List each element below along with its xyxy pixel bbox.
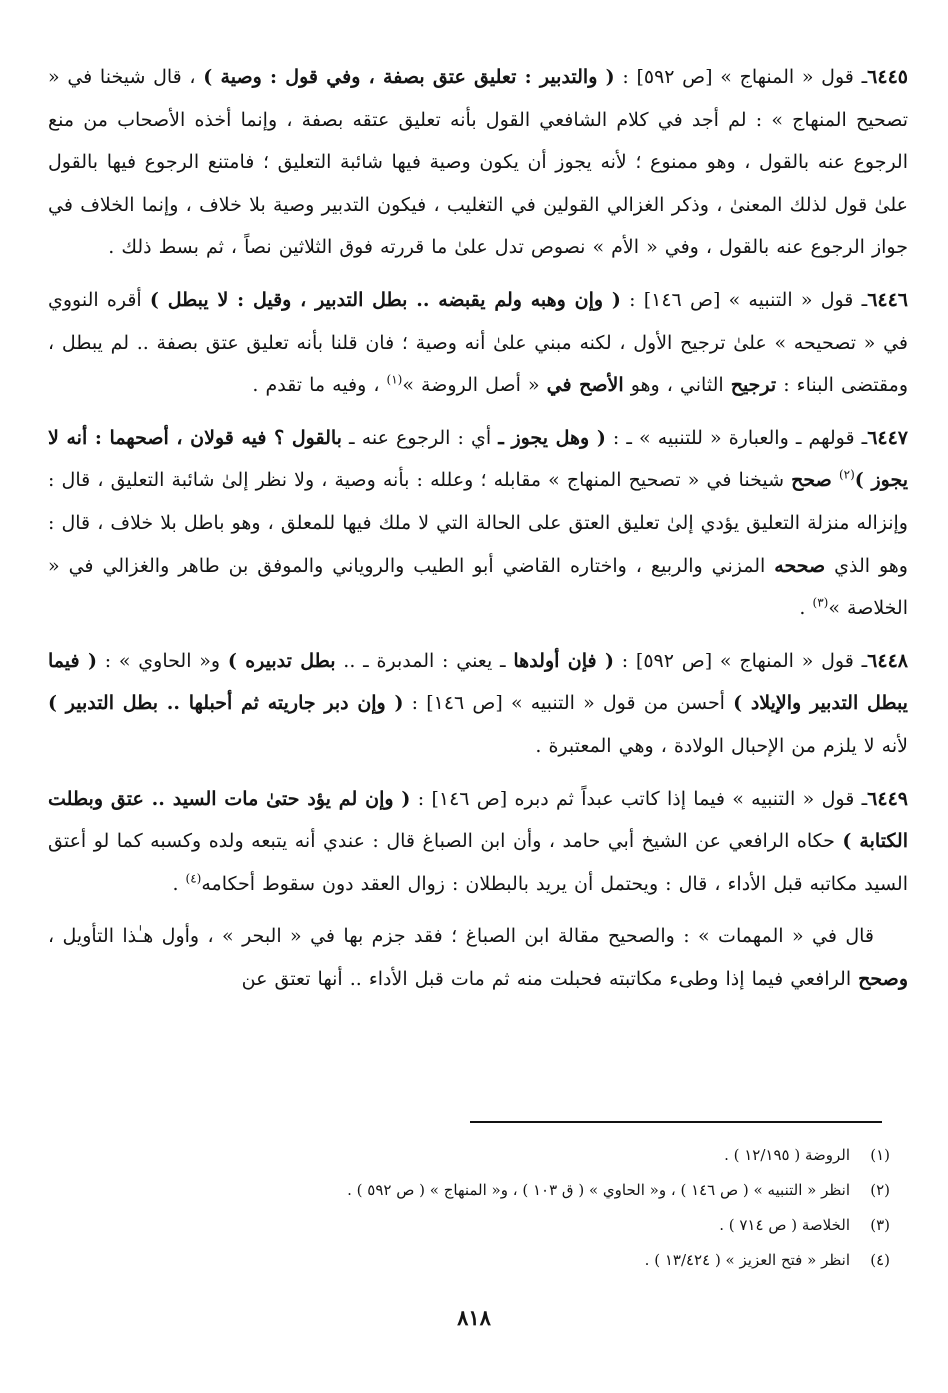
- quoted-text: بالقول ؟ فيه قولان ، أصحهما : أنه لا يجوز ): [48, 426, 909, 492]
- quoted-text: ( والتدبير : تعليق عتق بصفة ، وفي قول : وصية ): [203, 66, 615, 88]
- footnote-number: (١): [870, 1146, 890, 1164]
- quoted-text: وصحح: [858, 967, 908, 990]
- issue-number: ٦٤٤٦: [867, 288, 909, 311]
- paragraph: [48, 56, 908, 269]
- text-segment: ـ قولهم ـ والعبارة « للتنبيه » ـ :: [605, 426, 868, 449]
- footnote: [150, 1208, 890, 1243]
- paragraph: [48, 915, 908, 1000]
- text-segment: ، قال شيخنا في « تصحيح المنهاج » : لم أجد في كلام الشافعي القول بأنه تعليق عتقه بصفة ، وإنما أخذه الأصحاب من منع الرجوع عنه بالقول ، وهو ممنوع ؛ لأنه يجوز أن يكون وصية فيها شائبة التعليق ؛ فامتنع الرجوع فيها بالقول علىٰ قول لذلك المعنىٰ ، وذكر الغزالي القولين في التغليب ، فيكون التدبير وصية بلا خلاف ، وإنما الخلاف في جواز الرجوع عنه بالقول ، وفي « الأم » نصوص تدل علىٰ ما قررته فوق الثلاثين نصاً ، ثم بسط ذلك .: [48, 66, 908, 259]
- footnote-ref: (٢): [838, 468, 855, 483]
- footnotes: [150, 1138, 890, 1278]
- quoted-text: ( فيما يبطل التدبير والإيلاد ): [48, 649, 908, 715]
- text-segment: لأنه لا يلزم من الإحبال الولادة ، وهي المعتبرة .: [535, 734, 908, 757]
- footnote-separator: [470, 1121, 882, 1123]
- footnote-text: الروضة ( ١٢/١٩٥ ) .: [724, 1146, 850, 1164]
- footnote: [150, 1243, 890, 1278]
- footnote-text: الخلاصة ( ص ٧١٤ ) .: [719, 1216, 850, 1234]
- quoted-text: ( وإن لم يؤد حتىٰ مات السيد .. عتق وبطلت الكتابة ): [48, 787, 908, 853]
- paragraph: [48, 417, 908, 630]
- text-segment: [832, 469, 839, 491]
- quoted-text: بطل تدبيره ): [227, 649, 336, 672]
- footnote-number: (٤): [870, 1251, 890, 1269]
- quoted-text: صحح: [791, 469, 832, 492]
- paragraph: [48, 640, 908, 768]
- text-segment: أي : الرجوع عنه ـ: [341, 426, 499, 449]
- text-segment: ، وفيه ما تقدم .: [252, 374, 387, 397]
- text-segment: قال في « المهمات » : والصحيح مقالة ابن الصباغ ؛ فقد جزم بها في « البحر » ، وأول هـٰذا التأويل ،: [48, 925, 874, 948]
- footnote-ref: (٣): [812, 595, 829, 610]
- text-segment: ـ قول « المنهاج » [ص ٥٩٢] :: [613, 649, 868, 672]
- text-segment: حكاه الرافعي عن الشيخ أبي حامد ، وأن ابن الصباغ قال : عندي أنه يتبعه ولده وكسبه كما لو أعتق السيد مكاتبه قبل الأداء ، قال : ويحتمل أن يريد بالبطلان : زوال العقد دون سقوط أحكامه: [48, 830, 908, 895]
- footnote-text: انظر « التنبيه » ( ص ١٤٦ ) ، و« الحاوي » ( ق ١٠٣ ) ، و« المنهاج » ( ص ٥٩٢ ) .: [347, 1181, 850, 1199]
- page-number: ٨١٨: [457, 1305, 491, 1330]
- text-segment: الرافعي فيما إذا وطىء مكاتبته فحبلت منه ثم مات قبل الأداء .. أنها تعتق عن: [241, 967, 859, 990]
- footnote-ref: (٤): [185, 871, 202, 886]
- issue-number: ٦٤٤٨: [867, 649, 908, 672]
- footnote-number: (٢): [870, 1181, 890, 1199]
- quoted-text: ( وإن وهبه ولم يقبضه .. بطل التدبير ، وقيل : لا يبطل ): [149, 288, 621, 311]
- text-segment: ـ يعني : المدبرة ـ ..: [335, 649, 514, 672]
- issue-number: ٦٤٤٥: [867, 66, 908, 88]
- footnote: [150, 1138, 890, 1173]
- text-segment: ـ قول « التنبيه » [ص ١٤٦] :: [620, 288, 868, 311]
- quoted-text: ( وإن دبر جاريته ثم أحبلها .. بطل التدبير ): [48, 692, 404, 715]
- text-segment: المزني والربيع ، واختاره القاضي أبو الطيب والروياني والموفق بن طاهر والغزالي في « الخلاصة »: [48, 554, 908, 620]
- issue-number: ٦٤٤٩: [867, 787, 908, 810]
- paragraph: [48, 279, 908, 407]
- issue-number: ٦٤٤٧: [867, 426, 909, 449]
- text-segment: ـ قول « التنبيه » فيما إذا كاتب عبداً ثم دبره [ص ١٤٦] :: [410, 787, 868, 810]
- quoted-text: الأصح في: [546, 374, 624, 397]
- quoted-text: ترجيح: [730, 374, 777, 397]
- text-segment: ـ قول « المنهاج » [ص ٥٩٢] :: [614, 66, 868, 88]
- main-text: [48, 56, 908, 1010]
- text-segment: أحسن من قول « التنبيه » [ص ١٤٦] :: [403, 692, 734, 715]
- footnote-number: (٣): [870, 1216, 890, 1234]
- text-segment: .: [799, 597, 813, 620]
- text-segment: و« الحاوي » :: [96, 649, 228, 672]
- text-segment: .: [172, 872, 186, 895]
- text-segment: أقره النووي في « تصحيحه » علىٰ ترجيح الأول ، لكنه مبني علىٰ أنه وصية ؛ فان قلنا بأنه تعليق عتق بصفة .. لم يبطل ، ومقتضى البناء :: [48, 288, 908, 397]
- quoted-text: صححه: [774, 554, 826, 577]
- text-segment: « أصل الروضة »: [402, 374, 547, 397]
- footnote-ref: (١): [386, 372, 403, 387]
- quoted-text: ( فإن أولدها: [513, 649, 614, 672]
- quoted-text: ( وهل يجوز ـ: [498, 426, 606, 449]
- footnote: [150, 1173, 890, 1208]
- text-segment: الثاني ، وهو: [623, 374, 731, 397]
- text-segment: شيخنا في « تصحيح المنهاج » مقابله ؛ وعلله : بأنه وصية ، ولا نظر إلىٰ شائبة التعليق ، قال : وإنزاله منزلة التعليق يؤدي إلىٰ تعليق العتق على الحالة التي لا ملك فيها للمعلق ، وهو باطل بلا خلاف ، قال : وهو الذي: [48, 469, 908, 577]
- footnote-text: انظر « فتح العزيز » ( ١٣/٤٢٤ ) .: [644, 1251, 850, 1269]
- paragraph: [48, 778, 908, 906]
